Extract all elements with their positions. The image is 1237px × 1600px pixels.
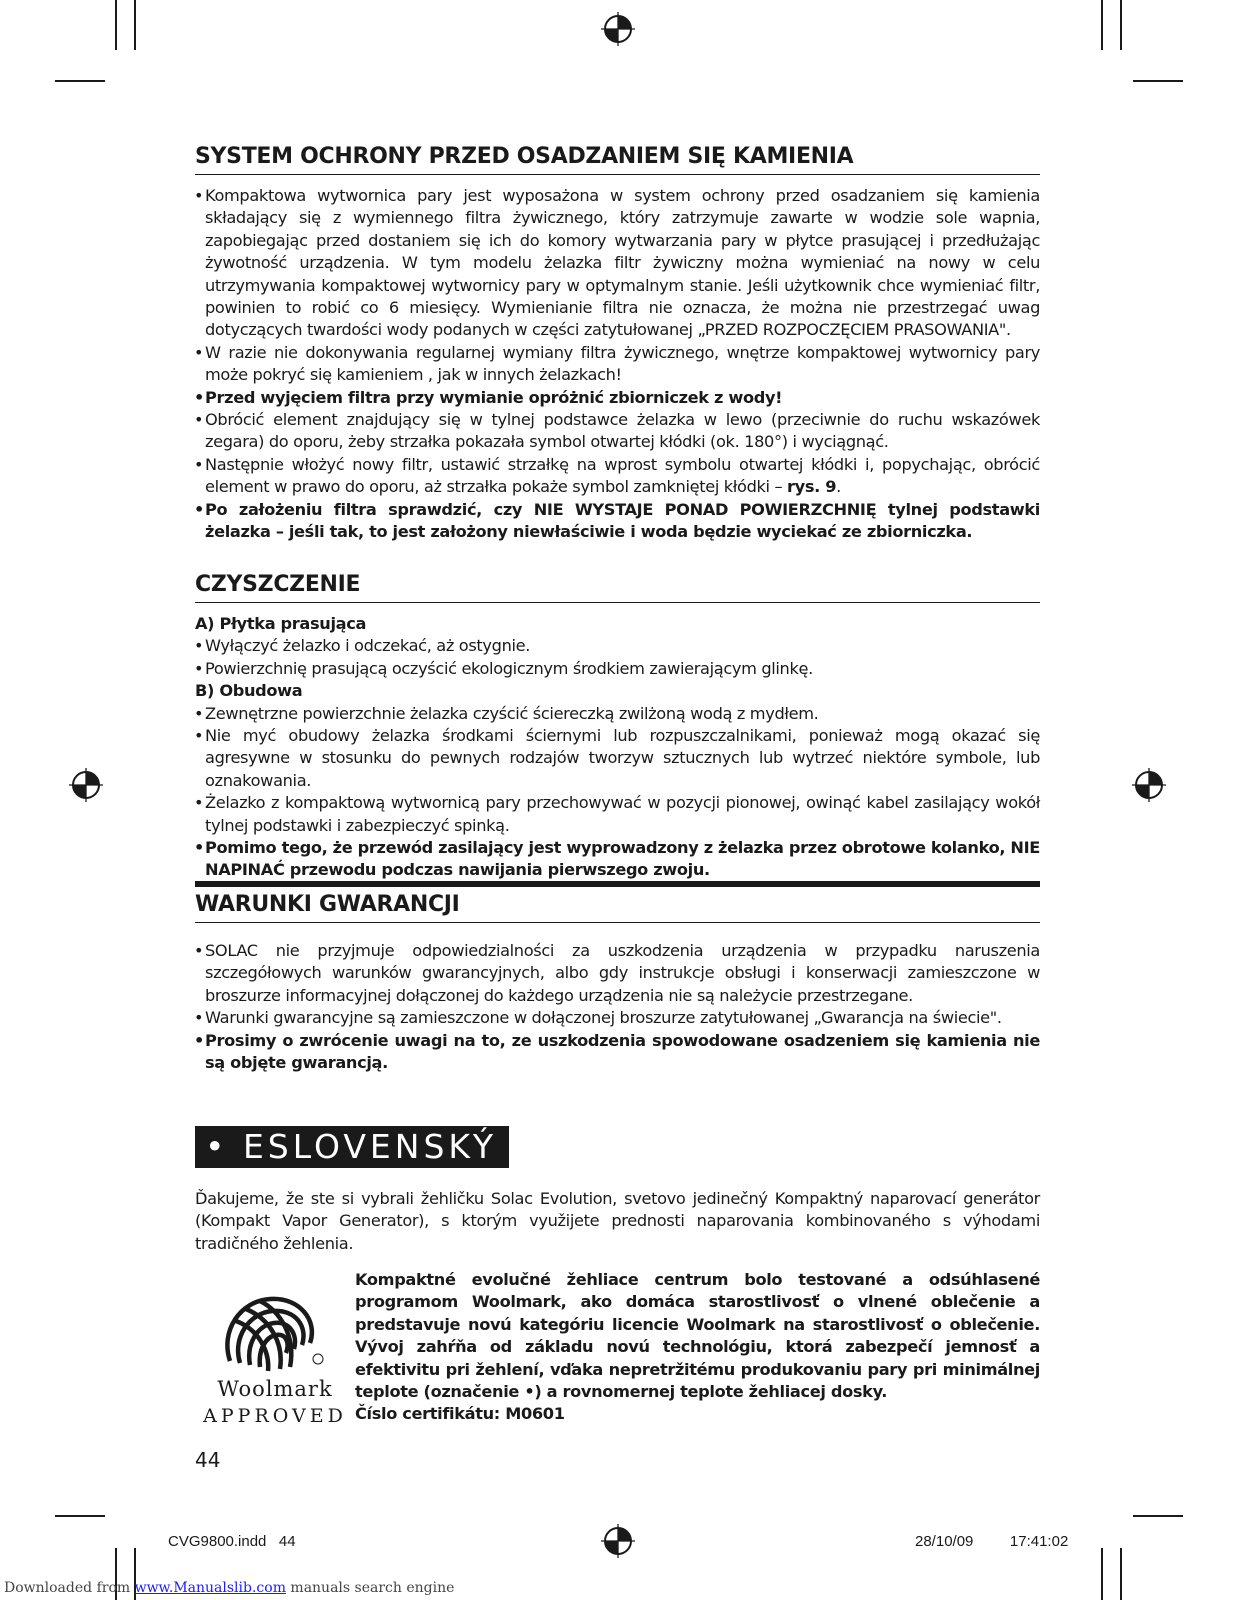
woolmark-icon	[200, 1281, 350, 1377]
download-notice	[4, 1580, 454, 1596]
crop-mark	[115, 0, 117, 50]
paragraph: • Wyłączyć żelazko i odczekać, aż ostygnie.	[195, 635, 1040, 657]
page-number: 44	[195, 1448, 221, 1472]
language-label: • ESLOVENSKÝ	[195, 1126, 509, 1168]
paragraph: • Żelazko z kompaktową wytwornicą pary przechowywać w pozycji pionowej, owinąć kabel zasilający wokół tylnej podstawki i zabezpieczyć spinką.	[195, 792, 1040, 837]
crop-mark	[1101, 0, 1103, 50]
section-descaling	[195, 143, 1040, 544]
paragraph: • Obrócić element znajdujący się w tylnej podstawce żelazka w lewo (przeciwnie do ruchu wskazówek zegara) do oporu, żeby strzałka pokazała symbol otwartej kłódki (ok. 180°) i wyciągnąć.	[195, 409, 1040, 454]
crop-mark	[55, 80, 105, 82]
crop-mark	[1120, 0, 1122, 50]
download-prefix: Downloaded from	[4, 1580, 135, 1596]
subheading: B) Obudowa	[195, 681, 303, 701]
crop-mark	[134, 0, 136, 50]
crop-mark	[1133, 80, 1183, 82]
paragraph-bold: • Prosimy o zwrócenie uwagi na to, ze uszkodzenia spowodowane osadzeniem się kamienia nie są objęte gwarancją.	[195, 1030, 1040, 1075]
download-suffix: manuals search engine	[285, 1580, 455, 1596]
figure-ref: rys. 9	[787, 477, 837, 497]
text: .	[836, 477, 841, 497]
manualslib-link[interactable]: www.Manualslib.com	[134, 1580, 286, 1596]
woolmark-logo	[200, 1281, 350, 1441]
section-title: CZYSZCZENIE	[195, 571, 1040, 603]
paragraph-bold: • Przed wyjęciem filtra przy wymianie opróżnić zbiorniczek z wody!	[195, 387, 1040, 409]
paragraph-bold: • Pomimo tego, że przewód zasilający jest wyprowadzony z żelazka przez obrotowe kolanko, NIE NAPINAĆ przewodu podczas nawijania pierwszego zwoju.	[195, 837, 1040, 882]
paragraph-bold: • Po założeniu filtra sprawdzić, czy NIE WYSTAJE PONAD POWIERZCHNIĘ tylnej podstawki żelazka – jeśli tak, to jest założony niewłaściwie i woda będzie wyciekać ze zbiorniczka.	[195, 499, 1040, 544]
paragraph: • Warunki gwarancyjne są zamieszczone w dołączonej broszurze zatytułowanej „Gwarancja na świecie".	[195, 1007, 1040, 1029]
woolmark-description	[355, 1269, 1040, 1426]
paragraph: • Nie myć obudowy żelazka środkami ściernymi lub rozpuszczalnikami, ponieważ mogą okazać się agresywne w stosunku do pewnych rodzajów tworzyw sztucznych lub wytrzeć niektóre symbole, lub oznakowania.	[195, 725, 1040, 792]
text: Następnie włożyć nowy filtr, ustawić strzałkę na wprost symbolu otwartej kłódki i, popychając, obrócić element w prawo do oporu, aż strzałka pokaże symbol zamkniętej kłódki –	[205, 454, 1040, 497]
section-warranty	[195, 881, 1040, 1074]
woolmark-approved-text: APPROVED	[203, 1405, 347, 1427]
paragraph: • W razie nie dokonywania regularnej wymiany filtra żywicznego, wnętrze kompaktowej wytwornicy pary może pokryć się kamieniem , jak w innych żelazkach!	[195, 342, 1040, 387]
crop-mark	[55, 1515, 105, 1517]
crop-mark	[1101, 1548, 1103, 1600]
certificate-number: Číslo certifikátu: M0601	[355, 1404, 565, 1424]
paragraph	[195, 454, 1040, 499]
crop-mark	[1133, 1515, 1183, 1517]
crop-mark	[1120, 1548, 1122, 1600]
section-cleaning	[195, 571, 1040, 882]
language-header	[195, 1126, 509, 1168]
section-title: SYSTEM OCHRONY PRZED OSADZANIEM SIĘ KAMIENIA	[195, 143, 1040, 175]
paragraph: • Kompaktowa wytwornica pary jest wyposażona w system ochrony przed osadzaniem się kamienia składający się z wymiennego filtra żywicznego, który zatrzymuje zawarte w wodzie sole wapnia, zapobiegając przed dostaniem się ich do komory wytwarzania pary w płytce prasującej i przedłużając żywotność urządzenia. W tym modelu żelazka filtr żywiczny można wymieniać na nowy w celu utrzymywania kompaktowej wytwornicy pary w optymalnym stanie. Jeśli użytkownik chce wymieniać filtr, powinien to robić co 6 miesięcy. Wymienianie filtra nie oznacza, że można nie przestrzegać uwag dotyczących twardości wody podanych w części zatytułowanej „PRZED ROZPOCZĘCIEM PRASOWANIA".	[195, 185, 1040, 342]
registration-mark-icon	[69, 768, 103, 802]
paragraph: • SOLAC nie przyjmuje odpowiedzialności za uszkodzenia urządzenia w przypadku naruszenia szczegółowych warunków gwarancyjnych, albo gdy instrukcje obsługi i konserwacji zamieszczone w broszurze informacyjnej dołączonej do każdego urządzenia nie są należycie przestrzegane.	[195, 940, 1040, 1007]
paragraph: • Zewnętrzne powierzchnie żelazka czyścić ściereczką zwilżoną wodą z mydłem.	[195, 703, 1040, 725]
subheading: A) Płytka prasująca	[195, 614, 367, 633]
intro-paragraph: Ďakujeme, že ste si vybrali žehličku Solac Evolution, svetovo jedinečný Kompaktný naparovací generátor (Kompakt Vapor Generator), s ktorým využijete prednosti naparovania kombinovaného s výhodami tradičného žehlenia.	[195, 1189, 1040, 1253]
footer-file: CVG9800.indd 44	[168, 1533, 296, 1550]
registration-mark-icon	[601, 1524, 635, 1558]
registration-mark-icon	[1132, 768, 1166, 802]
woolmark-paragraph: Kompaktné evolučné žehliace centrum bolo testované a odsúhlasené programom Woolmark, ako domáca starostlivosť o vlnené oblečenie a predstavuje novú kategóriu licencie Woolmark na starostlivosť o oblečenie. Vývoj zahŕňa od základu novú technológiu, ktorá zabezpečí jemnosť a efektivitu pri žehlení, vďaka nepretržitému produkovaniu pary pri minimálnej teplote (označenie •) a rovnomernej teplote žehliacej dosky.	[355, 1270, 1040, 1402]
woolmark-text: Woolmark	[217, 1377, 333, 1401]
paragraph: • Powierzchnię prasującą oczyścić ekologicznym środkiem zawierającym glinkę.	[195, 658, 1040, 680]
registration-mark-icon	[601, 12, 635, 46]
section-title: WARUNKI GWARANCJI	[195, 891, 1040, 923]
footer-date: 28/10/09 17:41:02	[915, 1533, 1069, 1550]
divider	[195, 881, 1040, 887]
